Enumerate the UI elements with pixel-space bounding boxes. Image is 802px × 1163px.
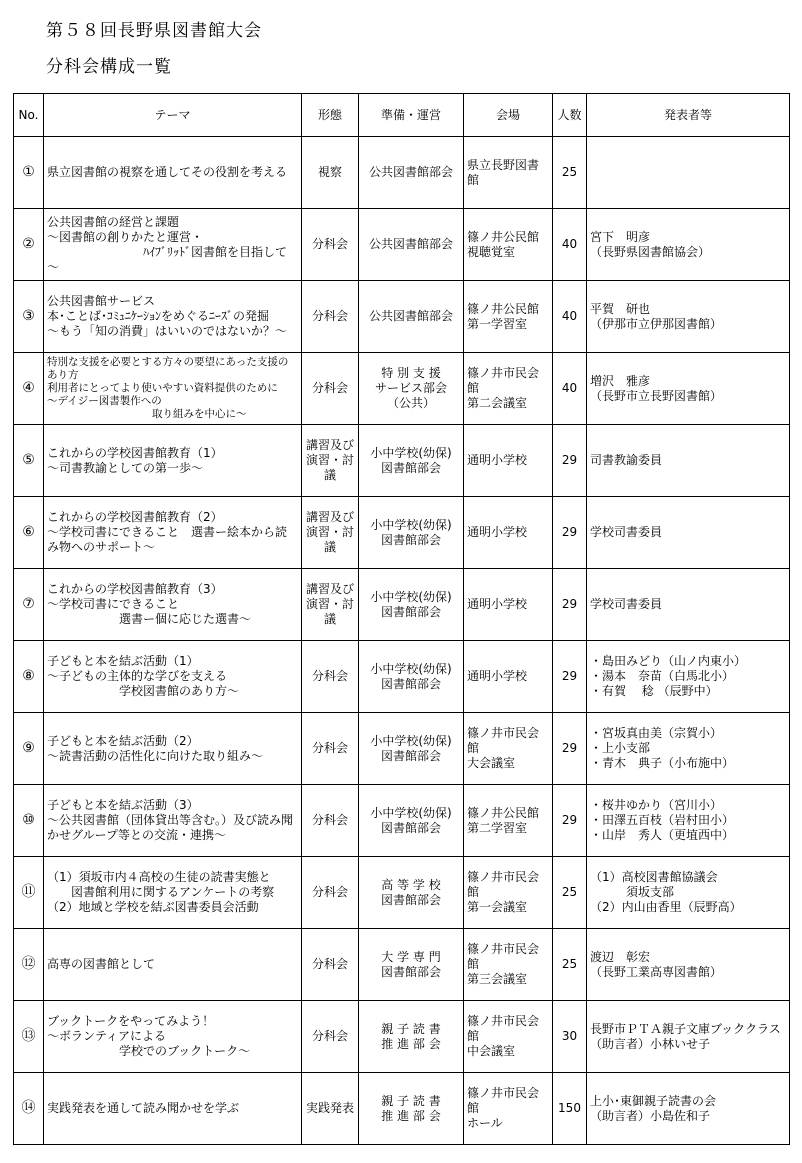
cell-count: 25	[553, 857, 587, 929]
cell-presenter: 宮下 明彦 （長野県図書館協会）	[587, 209, 790, 281]
table-row	[14, 1001, 790, 1073]
table-row	[14, 497, 790, 569]
cell-venue: 通明小学校	[464, 641, 553, 713]
cell-venue: 篠ノ井公民館 視聴覚室	[464, 209, 553, 281]
cell-organizer: 小中学校(幼保) 図書館部会	[359, 785, 464, 857]
cell-presenter: 渡辺 彰宏 （長野工業高専図書館）	[587, 929, 790, 1001]
cell-theme: ブックトークをやってみよう！ ～ボランティアによる 学校でのブックトーク～	[44, 1001, 302, 1073]
cell-presenter: 上小･東御親子読書の会 （助言者）小島佐和子	[587, 1073, 790, 1145]
cell-no: ⑤	[14, 425, 44, 497]
cell-organizer: 特 別 支 援 サービス部会 （公共）	[359, 353, 464, 425]
cell-venue: 篠ノ井公民館 第一学習室	[464, 281, 553, 353]
cell-presenter: （1）高校図書館協議会 須坂支部 （2）内山由香里（辰野高）	[587, 857, 790, 929]
cell-theme: 公共図書館サービス 本･ことば･ｺﾐｭﾆｹｰｼｮﾝをめぐるﾆｰｽﾞの発掘 ～もう「知の消費」はいいのではないか？～	[44, 281, 302, 353]
cell-theme: 子どもと本を結ぶ活動（1） ～子どもの主体的な学びを支える 学校図書館のあり方～	[44, 641, 302, 713]
cell-venue: 通明小学校	[464, 569, 553, 641]
cell-count: 29	[553, 569, 587, 641]
cell-organizer: 小中学校(幼保) 図書館部会	[359, 497, 464, 569]
cell-venue: 篠ノ井市民会館 第三会議室	[464, 929, 553, 1001]
table-row	[14, 641, 790, 713]
cell-presenter: 平賀 研也 （伊那市立伊那図書館）	[587, 281, 790, 353]
header-format: 形態	[302, 94, 359, 137]
cell-organizer: 公共図書館部会	[359, 209, 464, 281]
cell-organizer: 高 等 学 校 図書館部会	[359, 857, 464, 929]
header-no: No.	[14, 94, 44, 137]
cell-no: ④	[14, 353, 44, 425]
cell-theme: （1）須坂市内４高校の生徒の読書実態と 図書館利用に関するアンケートの考察 （2）地域と学校を結ぶ図書委員会活動	[44, 857, 302, 929]
cell-no: ⑥	[14, 497, 44, 569]
cell-organizer: 公共図書館部会	[359, 137, 464, 209]
cell-count: 40	[553, 281, 587, 353]
cell-organizer: 小中学校(幼保) 図書館部会	[359, 569, 464, 641]
table-row	[14, 929, 790, 1001]
document-title: 第５８回長野県図書館大会	[46, 21, 262, 41]
table-row	[14, 569, 790, 641]
cell-organizer: 親 子 読 書 推 進 部 会	[359, 1073, 464, 1145]
table-row	[14, 785, 790, 857]
cell-presenter: 増沢 雅彦 （長野市立長野図書館）	[587, 353, 790, 425]
cell-format: 分科会	[302, 209, 359, 281]
cell-presenter: 長野市ＰＴＡ親子文庫ブッククラス （助言者）小林いせ子	[587, 1001, 790, 1073]
cell-format: 実践発表	[302, 1073, 359, 1145]
cell-count: 29	[553, 497, 587, 569]
table-row	[14, 281, 790, 353]
cell-count: 25	[553, 929, 587, 1001]
cell-venue: 篠ノ井市民会館 中会議室	[464, 1001, 553, 1073]
cell-venue: 篠ノ井市民会館 ホール	[464, 1073, 553, 1145]
cell-count: 30	[553, 1001, 587, 1073]
cell-organizer: 小中学校(幼保) 図書館部会	[359, 641, 464, 713]
cell-organizer: 小中学校(幼保) 図書館部会	[359, 425, 464, 497]
table-row	[14, 425, 790, 497]
cell-theme: 実践発表を通して読み聞かせを学ぶ	[44, 1073, 302, 1145]
header-theme: テーマ	[44, 94, 302, 137]
cell-no: ③	[14, 281, 44, 353]
cell-theme: これからの学校図書館教育（3） ～学校司書にできること 選書ー個に応じた選書～	[44, 569, 302, 641]
cell-no: ⑧	[14, 641, 44, 713]
cell-venue: 県立長野図書館	[464, 137, 553, 209]
cell-no: ⑪	[14, 857, 44, 929]
cell-format: 分科会	[302, 281, 359, 353]
cell-count: 29	[553, 425, 587, 497]
cell-theme: 子どもと本を結ぶ活動（3） ～公共図書館（団体貸出等含む。）及び読み聞かせグループ等との交流・連携～	[44, 785, 302, 857]
cell-organizer: 小中学校(幼保) 図書館部会	[359, 713, 464, 785]
cell-organizer: 大 学 専 門 図書館部会	[359, 929, 464, 1001]
cell-format: 視察	[302, 137, 359, 209]
cell-theme: これからの学校図書館教育（1） ～司書教諭としての第一歩～	[44, 425, 302, 497]
cell-count: 40	[553, 209, 587, 281]
cell-no: ⑭	[14, 1073, 44, 1145]
cell-theme: 特別な支援を必要とする方々の要望にあった支援のあり方 利用者にとってより使いやすい資料提供のために ～デイジー図書製作への 取り組みを中心に～	[44, 353, 302, 425]
table-row	[14, 857, 790, 929]
document-subtitle: 分科会構成一覧	[46, 57, 172, 77]
cell-format: 講習及び演習・討議	[302, 497, 359, 569]
cell-count: 29	[553, 713, 587, 785]
cell-no: ⑩	[14, 785, 44, 857]
table-row	[14, 713, 790, 785]
cell-format: 分科会	[302, 857, 359, 929]
cell-presenter: ・桜井ゆかり（宮川小） ・田澤五百枝（岩村田小） ・山岸 秀人（更埴西中）	[587, 785, 790, 857]
cell-venue: 篠ノ井市民会館 大会議室	[464, 713, 553, 785]
table-header-row	[14, 94, 790, 137]
cell-no: ⑫	[14, 929, 44, 1001]
cell-format: 分科会	[302, 1001, 359, 1073]
cell-count: 29	[553, 641, 587, 713]
cell-presenter: 学校司書委員	[587, 497, 790, 569]
table-row	[14, 209, 790, 281]
cell-theme: 子どもと本を結ぶ活動（2） ～読書活動の活性化に向けた取り組み～	[44, 713, 302, 785]
cell-organizer: 公共図書館部会	[359, 281, 464, 353]
header-organizer: 準備・運営	[359, 94, 464, 137]
cell-theme: 高専の図書館として	[44, 929, 302, 1001]
cell-organizer: 親 子 読 書 推 進 部 会	[359, 1001, 464, 1073]
table-row	[14, 353, 790, 425]
cell-format: 分科会	[302, 641, 359, 713]
cell-presenter: 司書教諭委員	[587, 425, 790, 497]
cell-format: 講習及び演習・討議	[302, 569, 359, 641]
cell-format: 分科会	[302, 929, 359, 1001]
cell-theme: これからの学校図書館教育（2） ～学校司書にできること 選書ー絵本から読み物へのサポート～	[44, 497, 302, 569]
table-row	[14, 137, 790, 209]
cell-presenter: ・宮坂真由美（宗賀小） ・上小支部 ・青木 典子（小布施中）	[587, 713, 790, 785]
cell-presenter: 学校司書委員	[587, 569, 790, 641]
cell-presenter: ・島田みどり（山ノ内東小） ・湯本 奈苗（白馬北小） ・有賀 稔 （辰野中）	[587, 641, 790, 713]
cell-venue: 通明小学校	[464, 425, 553, 497]
cell-no: ⑦	[14, 569, 44, 641]
cell-format: 分科会	[302, 353, 359, 425]
cell-presenter	[587, 137, 790, 209]
cell-theme: 県立図書館の視察を通してその役割を考える	[44, 137, 302, 209]
cell-venue: 通明小学校	[464, 497, 553, 569]
header-venue: 会場	[464, 94, 553, 137]
header-count: 人数	[553, 94, 587, 137]
table-row	[14, 1073, 790, 1145]
cell-format: 分科会	[302, 785, 359, 857]
cell-no: ①	[14, 137, 44, 209]
cell-no: ⑬	[14, 1001, 44, 1073]
cell-count: 29	[553, 785, 587, 857]
cell-format: 分科会	[302, 713, 359, 785]
cell-count: 150	[553, 1073, 587, 1145]
cell-no: ②	[14, 209, 44, 281]
header-presenter: 発表者等	[587, 94, 790, 137]
cell-no: ⑨	[14, 713, 44, 785]
cell-count: 25	[553, 137, 587, 209]
session-table	[13, 93, 790, 1145]
cell-format: 講習及び演習・討議	[302, 425, 359, 497]
cell-venue: 篠ノ井市民会館 第二会議室	[464, 353, 553, 425]
cell-count: 40	[553, 353, 587, 425]
cell-venue: 篠ノ井市民会館 第一会議室	[464, 857, 553, 929]
cell-venue: 篠ノ井公民館 第二学習室	[464, 785, 553, 857]
cell-theme: 公共図書館の経営と課題 ～図書館の創りかたと運営・ ﾊｲﾌﾞﾘｯﾄﾞ図書館を目指して ～	[44, 209, 302, 281]
